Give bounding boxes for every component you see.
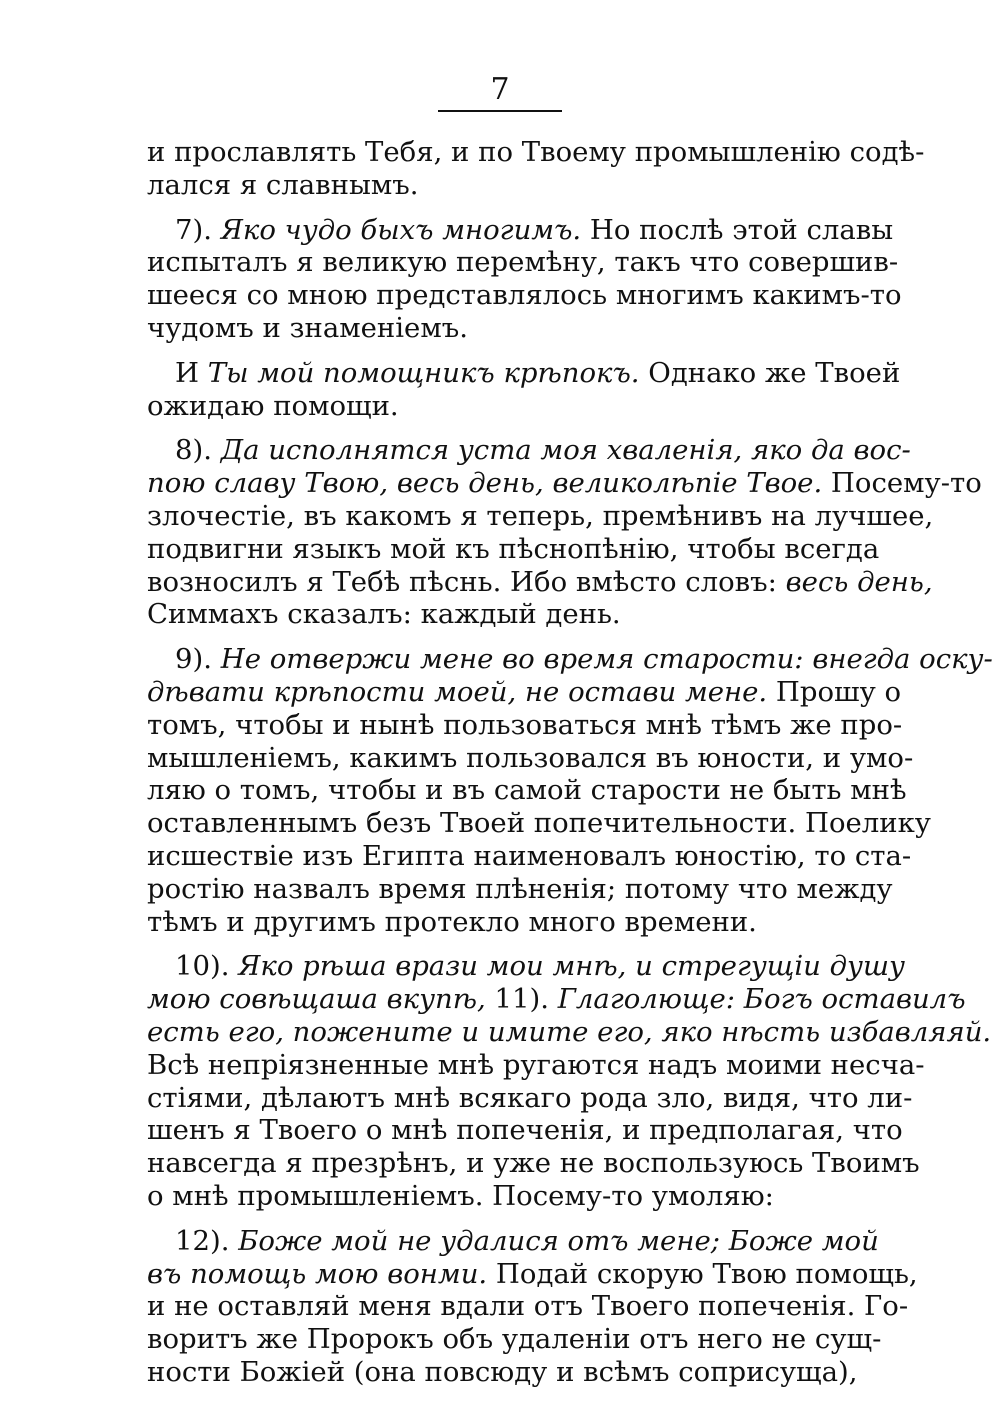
text-line [147,467,982,500]
text-line-content: злочестіе, въ какомъ я теперь, премѣнивъ на лучшее, [147,499,934,532]
text-line [147,1257,918,1291]
text-segment: Посему-то [822,467,982,500]
italic-quote: весь день, [785,565,933,598]
italic-quote: Яко чудо быхъ многимъ. [220,213,582,246]
text-segment: 11). [485,983,558,1016]
text-line-content: мышленіемъ, какимъ пользовался въ юности, и умо- [147,741,914,774]
text-line [147,950,905,983]
text-line [147,356,901,390]
text-line-content: исшествіе изъ Египта наименовалъ юностію, то ста- [147,839,912,872]
text-line [147,1290,909,1323]
italic-quote: въ помощь мою вонми. [147,1257,488,1290]
text-line-content: ляю о томъ, чтобы и въ самой старости не быть мнѣ [147,774,907,807]
text-line [147,390,856,423]
text-line [147,643,993,676]
text-line [147,675,902,709]
text-line-content: шенъ я Твоего о мнѣ попеченія, и предполагая, что [147,1114,903,1147]
text-line [147,565,933,599]
text-line [147,598,856,631]
text-line [147,1180,856,1213]
text-line [147,774,907,807]
text-line [147,1323,882,1356]
text-line [147,983,966,1016]
text-segment: возносилъ я Тебѣ пѣснь. Ибо вмѣсто словъ: [147,565,786,598]
italic-quote: Боже мой не удалися отъ мене; Боже мой [238,1224,879,1257]
text-line-content: подвигни языкъ мой къ пѣснопѣнію, чтобы всегда [147,532,880,565]
text-line [147,872,893,906]
text-line-content: Симмахъ сказалъ: каждый день. [147,598,621,631]
italic-quote: мою совѣщаша вкупѣ, [147,983,486,1016]
text-line-content: ожидаю помощи. [147,389,399,422]
text-line [147,532,880,566]
text-line [147,807,931,840]
page-header [0,70,1000,112]
text-line [147,839,912,873]
text-line [147,136,925,169]
text-line [147,499,934,533]
text-line [147,246,899,279]
text-segment: 7). [175,213,221,246]
text-line [147,1048,925,1082]
text-segment: Прошу о [767,675,902,708]
text-line-content: ности Божіей (она повсюду и всѣмъ соприсуща), [147,1355,858,1388]
text-line-content: тѣмъ и другимъ протекло много времени. [147,905,757,938]
text-segment: И [175,356,208,389]
text-line-content: испыталъ я великую перемѣну, такъ что совершив- [147,246,899,279]
text-line [147,1224,879,1258]
text-line [147,169,856,202]
text-line-content: чудомъ и знаменіемъ. [147,311,468,344]
text-line-content: и прославлять Тебя, и по Твоему промышленію содѣ- [147,136,925,168]
text-line-content: воритъ же Пророкъ объ удаленіи отъ него не сущ- [147,1323,882,1356]
text-line [147,1114,903,1147]
text-line-content: стіями, дѣлаютъ мнѣ всякаго рода зло, видя, что ли- [147,1081,913,1114]
text-line-content: лался я славнымъ. [147,168,419,201]
body-text [147,136,993,1389]
text-line-content: и не оставляй меня вдали отъ Твоего попеченія. Го- [147,1290,909,1323]
text-line [147,708,903,742]
text-line [147,906,856,939]
italic-quote: Да исполнятся уста моя хваленія, яко да вос- [220,434,911,467]
text-line-content: навсегда я презрѣнъ, и уже не воспользуюсь Твоимъ [147,1147,920,1180]
text-line [147,213,894,247]
italic-quote: Не отвержи мене во время старости: внегда оску- [220,643,993,676]
italic-quote: Глаголюще: Богъ оставилъ [557,983,966,1016]
italic-quote: пою славу Твою, весь день, великолѣпіе Твое. [147,467,823,500]
text-line-content: томъ, чтобы и нынѣ пользоваться мнѣ тѣмъ же про- [147,708,903,741]
italic-quote: Ты мой помощникъ крѣпокъ. [207,356,640,389]
text-line [147,1147,920,1180]
page-number: 7 [438,70,561,112]
italic-quote: есть его, пожените и имите его, яко нѣсть избавляяй. [147,1015,992,1048]
text-line [147,312,856,345]
text-line [147,1081,913,1115]
text-segment: 12). [175,1224,239,1257]
text-line [147,279,902,312]
text-line-content: оставленнымъ безъ Твоей попечительности. Поелику [147,807,931,840]
text-line-content: ростію назвалъ время плѣненія; потому что между [147,872,893,905]
text-segment: Но послѣ этой славы [581,213,894,246]
text-line-content: Всѣ непріязненные мнѣ ругаются надъ моими несча- [147,1048,925,1081]
text-line [147,1015,992,1049]
text-line [147,1356,856,1389]
text-segment: Подай скорую Твою помощь, [487,1257,918,1290]
text-line [147,741,914,775]
text-segment: 10). [175,950,239,983]
text-segment: 9). [175,643,221,676]
text-line-content: шееся со мною представлялось многимъ какимъ-то [147,279,902,312]
text-line-content: о мнѣ промышленіемъ. Посему-то умоляю: [147,1179,774,1212]
italic-quote: Яко рѣша врази мои мнѣ, и стрегущіи душу [238,950,905,983]
text-segment: 8). [175,434,221,467]
text-line [147,434,911,467]
text-segment: Однако же Твоей [639,356,901,389]
italic-quote: дѣвати крѣпости моей, не остави мене. [147,675,768,708]
